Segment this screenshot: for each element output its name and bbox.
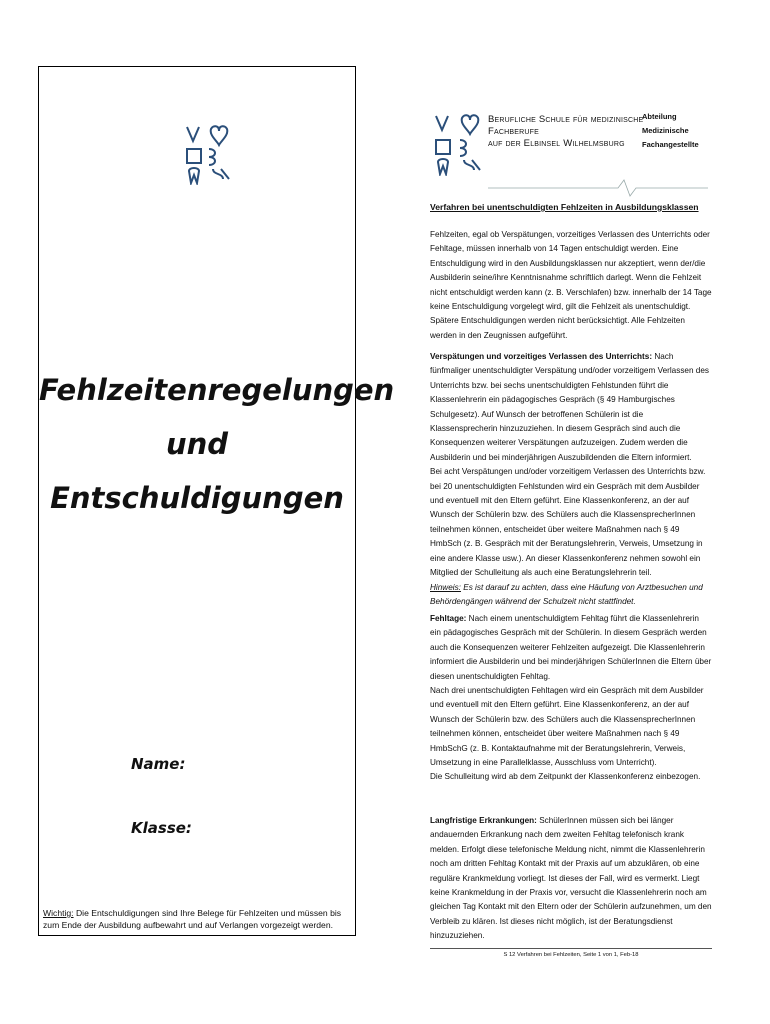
paragraph-text: SchülerInnen müssen sich bei länger andauernden Erkrankung nach dem zweiten Fehltag telefonisch krank melden. Erfolgt diese telefonische Meldung nicht, nimmt die Klassenlehrerin noch am dritten Fehltag Kontakt mit der Praxis auf um abzuklären, ob eine reguläre Krankmeldung vorliegt. Ist dieses der Fall, wird es vermerkt. Liegt keine Krankmeldung in der Praxis vor, versucht die Klassenlehrerin noch am gleichen Tag Kontakt mit den Eltern oder der Schülerin aufzunehmen, um den Verbleib zu klären. Ist dieses nicht möglich, ist der Beratungsdienst hinzuzuziehen. [430, 816, 712, 941]
school-name [488, 114, 652, 150]
footer-divider [430, 948, 712, 949]
paragraph-text: Bei acht Verspätungen und/oder vorzeitigem Verlassen des Unterrichts bzw. bei 20 unentschuldigten Fehlstunden wird ein Gespräch mit dem Ausbilder und eventuell mit den Eltern geführt. Eine Klassenkonferenz, an der auf Wunsch der Schülerin bzw. des Schülers auch die KlassensprecherInnen teilnehmen können, entscheidet über weitere Maßnahmen nach § 49 HmbSch (z. B. Gespräch mit der Beratungslehrerin, Verweis, Umsetzung in eine andere Klasse usw.). An dieser Klassenkonferenz nehmen sowohl ein Mitglied der Schulleitung als auch eine Beratungslehrerin teil. [430, 467, 706, 578]
paragraph-long-illness [430, 814, 712, 944]
paragraph-text: Nach fünfmaliger unentschuldigter Verspätung und/oder vorzeitigem Verlassen des Unterrichts bzw. bei sechs unentschuldigten Fehlstunden führt die Klassenlehrerin ein pädagogisches Gespräch (§ 49 Hamburgisches Schulgesetz). Auf Wunsch der betroffenen Schülerin ist die Klassensprecherin hinzuzuziehen. In diesem Gespräch sind auch die Konsequenzen weiterer Verspätungen aufzuzeigen. Zudem werden die Ausbilderin und bei minderjährigen Auszubildenden die Eltern informiert. [430, 352, 709, 462]
document-page [420, 100, 718, 1000]
hint-text: Es ist darauf zu achten, dass eine Häufung von Arztbesuchen und Behördengängen während der Schulzeit nicht stattfindet. [430, 582, 703, 606]
paragraph-general: Fehlzeiten, egal ob Verspätungen, vorzeitiges Verlassen des Unterrichts oder Fehltage, müssen innerhalb von 14 Tagen entschuldigt werden. Eine Entschuldigung wird in den Ausbildungsklassen nur akzeptiert, wenn der/die Ausbilderin seine/ihre Kenntnisnahme schriftlich darlegt. Wenn die Fehlzeit nicht entschuldigt werden kann (z. B. Verschlafen) bzw. innerhalb der 14 Tage keine Entschuldigung vorgelegt wird, gilt die Fehlzeit als unentschuldigt. Spätere Entschuldigungen werden nicht berücksichtigt. Alle Fehlzeiten werden in den Zeugnissen aufgeführt. [430, 230, 712, 340]
cover-title-line: und [165, 427, 229, 461]
note-label: Wichtig: [43, 908, 74, 918]
paragraph-lateness [430, 350, 712, 609]
name-label: Name: [131, 755, 186, 773]
school-name-line: Berufliche Schule für medizinische Fachberufe [488, 114, 644, 137]
class-label: Klasse: [131, 819, 192, 837]
school-name-line: auf der Elbinsel Wilhelmsburg [488, 138, 625, 149]
paragraph-text: Nach drei unentschuldigten Fehltagen wird ein Gespräch mit dem Ausbilder und eventuell mit den Eltern geführt. Eine Klassenkonferenz, an der auf Wunsch der Schülerin bzw. des Schülers auch die KlassensprecherInnen teilnehmen können, entscheidet über weitere Maßnahmen nach § 49 HmbSchG (z. B. Kontaktaufnahme mit der Beratungslehrerin, Verweis, Umsetzung in eine Parallelklasse, Ausschluss vom Unterricht). [430, 686, 704, 768]
paragraph-heading: Fehltage: [430, 614, 467, 623]
department-line: Medizinische [642, 126, 689, 135]
note-text: Die Entschuldigungen sind Ihre Belege für Fehlzeiten und müssen bis zum Ende der Ausbildung aufbewahrt und auf Verlangen vorgezeigt werden. [43, 908, 342, 930]
document-title: Verfahren bei unentschuldigten Fehlzeiten in Ausbildungsklassen [430, 202, 699, 212]
hint-label: Hinweis: [430, 582, 461, 592]
paragraph-absence-days [430, 612, 712, 785]
department-line: Abteilung [642, 112, 677, 121]
cover-title-line: Fehlzeitenregelungen [39, 373, 395, 407]
letterhead [420, 100, 718, 196]
cover-title [39, 363, 395, 525]
heartbeat-line-icon [488, 178, 708, 198]
school-logo-icon [183, 123, 235, 185]
cover-panel [38, 66, 395, 936]
page-footer: S 12 Verfahren bei Fehlzeiten, Seite 1 von 1, Feb-18 [503, 952, 639, 958]
paragraph-heading: Langfristige Erkrankungen: [430, 816, 537, 825]
school-logo-icon [432, 112, 488, 176]
cover-title-line: Entschuldigungen [50, 481, 344, 515]
paragraph-heading: Verspätungen und vorzeitiges Verlassen des Unterrichts: [430, 352, 653, 361]
paragraph-text: Die Schulleitung wird ab dem Zeitpunkt der Klassenkonferenz einbezogen. [430, 772, 701, 782]
department [642, 110, 699, 152]
paragraph-text: Nach einem unentschuldigtem Fehltag führt die Klassenlehrerin ein pädagogisches Gespräch mit der Schülerin. In diesem Gespräch werden auch die Konsequenzen weiterer Fehlzeiten aufgezeigt. Die Klassenlehrerin informiert die Ausbilderin und bei minderjährigen SchülerInnen die Eltern über diesen unentschuldigten Fehltag. [430, 614, 712, 681]
department-line: Fachangestellte [642, 140, 699, 149]
important-note [43, 907, 349, 931]
